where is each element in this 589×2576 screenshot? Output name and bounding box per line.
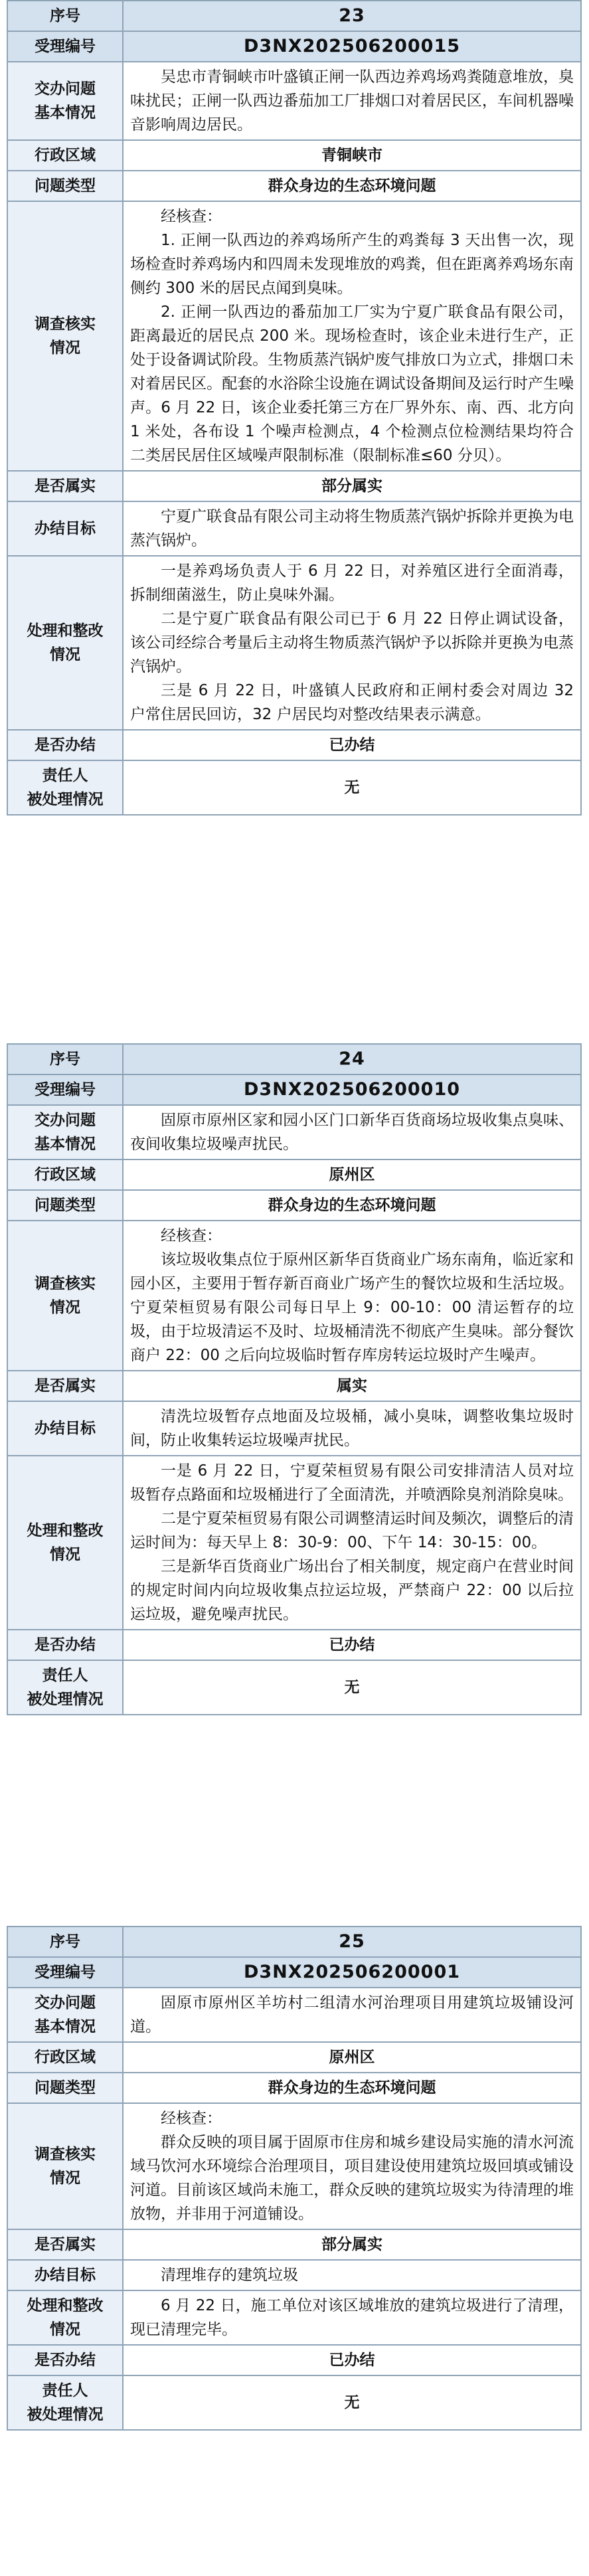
basic-label-line: 交办问题 — [35, 80, 96, 98]
goal-row — [7, 2260, 581, 2290]
paragraph: 2. 正闸一队西边的番茄加工厂实为宁夏广联食品有限公司，距离最近的居民点 200 米。现场检查时，该企业未进行生产，正处于设备调试阶段。生物质蒸汽锅炉废气排放口为立式，排烟口未对着居民区。配套的水浴除尘设施在调试设备期间及运行时产生噪声。6 月 22 日，该企业委托第三方在厂界外东、南、西、北方向 1 米处，各布设 1 个噪声检测点，4 个检测点位检测结果均符合二类居民居住区域噪声限制标准（限制标准≤60 分贝）。 — [130, 303, 574, 464]
investigation-label-line: 情况 — [50, 339, 80, 357]
case-table — [7, 0, 582, 816]
handling-label-line: 情况 — [50, 646, 80, 663]
handling-label — [7, 556, 123, 730]
handling-row — [7, 2290, 581, 2345]
closed-row — [7, 2345, 581, 2375]
paragraph: 固原市原州区家和园小区门口新华百货商场垃圾收集点臭味、夜间收集垃圾噪声扰民。 — [130, 1112, 574, 1153]
investigation-label — [7, 1221, 123, 1371]
seq-row — [7, 1927, 581, 1957]
case-goal — [123, 1401, 581, 1456]
case-seq: 24 — [123, 1044, 581, 1074]
case-investigation — [123, 2103, 581, 2229]
investigation-label-line: 调查核实 — [35, 1275, 96, 1292]
basic-label-line: 基本情况 — [35, 2018, 96, 2035]
seq-label: 序号 — [7, 1, 123, 31]
basic-label — [7, 62, 123, 140]
investigation-label-line: 调查核实 — [35, 315, 96, 333]
seq-label: 序号 — [7, 1927, 123, 1957]
basic-label — [7, 1105, 123, 1159]
accept-no-label: 受理编号 — [7, 31, 123, 62]
accountability-label — [7, 760, 123, 815]
case-table — [7, 1926, 582, 2431]
basic-label-line: 基本情况 — [35, 104, 96, 122]
basic-label-line: 交办问题 — [35, 1112, 96, 1129]
type-label: 问题类型 — [7, 2073, 123, 2103]
region-label: 行政区域 — [7, 1159, 123, 1190]
accountability-row — [7, 1660, 581, 1715]
case-region: 原州区 — [123, 2042, 581, 2073]
case-accept-no: D3NX202506200010 — [123, 1074, 581, 1105]
goal-label: 办结目标 — [7, 1401, 123, 1456]
case-handling — [123, 2290, 581, 2345]
basic-row — [7, 1105, 581, 1159]
case-verified: 部分属实 — [123, 471, 581, 501]
handling-label — [7, 2290, 123, 2345]
verified-label: 是否属实 — [7, 1371, 123, 1401]
investigation-row — [7, 2103, 581, 2229]
investigation-label-line: 情况 — [50, 1299, 80, 1316]
region-row — [7, 140, 581, 171]
case-investigation — [123, 201, 581, 471]
handling-label-line: 处理和整改 — [27, 2297, 104, 2314]
paragraph: 1. 正闸一队西边的养鸡场所产生的鸡粪每 3 天出售一次，现场检查时养鸡场内和四周未发现堆放的鸡粪，但在距离养鸡场东南侧约 300 米的居民点闻到臭味。 — [130, 232, 574, 297]
case-basic — [123, 1105, 581, 1159]
goal-row — [7, 501, 581, 556]
paragraph: 经核查： — [161, 1227, 222, 1245]
region-label: 行政区域 — [7, 140, 123, 171]
paragraph: 清洗垃圾暂存点地面及垃圾桶，减小臭味，调整收集垃圾时间，防止收集转运垃圾噪声扰民。 — [130, 1408, 574, 1449]
investigation-row — [7, 201, 581, 471]
case-goal — [123, 501, 581, 556]
paragraph: 清理堆存的建筑垃圾 — [161, 2267, 298, 2284]
handling-label — [7, 1456, 123, 1630]
goal-row — [7, 1401, 581, 1456]
case-closed: 已办结 — [123, 730, 581, 760]
paragraph: 吴忠市青铜峡市叶盛镇正闸一队西边养鸡场鸡粪随意堆放，臭味扰民；正闸一队西边番茄加工厂排烟口对着居民区，车间机器噪音影响周边居民。 — [130, 68, 574, 133]
verified-row — [7, 1371, 581, 1401]
investigation-label — [7, 2103, 123, 2229]
accountability-label-line: 责任人 — [42, 767, 88, 784]
accept-no-row — [7, 31, 581, 62]
type-row — [7, 1190, 581, 1221]
case-table — [7, 1043, 582, 1715]
paragraph: 固原市原州区羊坊村二组清水河治理项目用建筑垃圾铺设河道。 — [130, 1994, 574, 2035]
closed-row — [7, 730, 581, 760]
accept-no-row — [7, 1957, 581, 1988]
type-label: 问题类型 — [7, 1190, 123, 1221]
region-row — [7, 1159, 581, 1190]
seq-row — [7, 1, 581, 31]
investigation-row — [7, 1221, 581, 1371]
paragraph: 经核查： — [161, 208, 222, 225]
case-verified: 部分属实 — [123, 2229, 581, 2260]
basic-label-line: 交办问题 — [35, 1994, 96, 2012]
verified-label: 是否属实 — [7, 2229, 123, 2260]
paragraph: 三是 6 月 22 日，叶盛镇人民政府和正闸村委会对周边 32 户常住居民回访，32 户居民均对整改结果表示满意。 — [130, 682, 574, 723]
basic-label-line: 基本情况 — [35, 1136, 96, 1153]
paragraph: 宁夏广联食品有限公司主动将生物质蒸汽锅炉拆除并更换为电蒸汽锅炉。 — [130, 508, 574, 549]
handling-row — [7, 1456, 581, 1630]
paragraph: 三是新华百货商业广场出台了相关制度，规定商户在营业时间的规定时间内向垃圾收集点拉运垃圾，严禁商户 22：00 以后拉运垃圾，避免噪声扰民。 — [130, 1558, 574, 1623]
closed-label: 是否办结 — [7, 2345, 123, 2375]
case-region: 青铜峡市 — [123, 140, 581, 171]
case-seq: 23 — [123, 1, 581, 31]
case-accountability: 无 — [123, 1660, 581, 1715]
case-type: 群众身边的生态环境问题 — [123, 1190, 581, 1221]
accountability-label-line: 被处理情况 — [27, 1691, 104, 1708]
type-label: 问题类型 — [7, 171, 123, 201]
case-region: 原州区 — [123, 1159, 581, 1190]
region-label: 行政区域 — [7, 2042, 123, 2073]
paragraph: 经核查： — [161, 2110, 222, 2127]
verified-label: 是否属实 — [7, 471, 123, 501]
case-closed: 已办结 — [123, 2345, 581, 2375]
accountability-label-line: 被处理情况 — [27, 2406, 104, 2423]
case-accept-no: D3NX202506200015 — [123, 31, 581, 62]
case-seq: 25 — [123, 1927, 581, 1957]
verified-row — [7, 471, 581, 501]
closed-label: 是否办结 — [7, 1630, 123, 1660]
closed-row — [7, 1630, 581, 1660]
paragraph: 二是宁夏荣桓贸易有限公司调整清运时间及频次，调整后的清运时间为：每天早上 8：30-9：00、下午 14：30-15：00。 — [130, 1510, 574, 1551]
case-handling — [123, 556, 581, 730]
goal-label: 办结目标 — [7, 2260, 123, 2290]
verified-row — [7, 2229, 581, 2260]
case-closed: 已办结 — [123, 1630, 581, 1660]
paragraph: 6 月 22 日，施工单位对该区域堆放的建筑垃圾进行了清理，现已清理完毕。 — [130, 2297, 574, 2338]
closed-label: 是否办结 — [7, 730, 123, 760]
investigation-label — [7, 201, 123, 471]
basic-row — [7, 62, 581, 140]
case-accountability: 无 — [123, 2375, 581, 2430]
handling-label-line: 处理和整改 — [27, 1522, 104, 1539]
goal-label: 办结目标 — [7, 501, 123, 556]
case-accountability: 无 — [123, 760, 581, 815]
case-type: 群众身边的生态环境问题 — [123, 171, 581, 201]
accountability-label-line: 责任人 — [42, 2382, 88, 2399]
basic-label — [7, 1988, 123, 2042]
accountability-label-line: 责任人 — [42, 1667, 88, 1684]
accountability-row — [7, 760, 581, 815]
case-goal — [123, 2260, 581, 2290]
case-accept-no: D3NX202506200001 — [123, 1957, 581, 1988]
handling-label-line: 情况 — [50, 2321, 80, 2338]
paragraph: 二是宁夏广联食品有限公司已于 6 月 22 日停止调试设备，该公司经综合考量后主动将生物质蒸汽锅炉予以拆除并更换为电蒸汽锅炉。 — [130, 610, 574, 675]
paragraph: 一是 6 月 22 日，宁夏荣桓贸易有限公司安排清洁人员对垃圾暂存点路面和垃圾桶进行了全面清洗，并喷洒除臭剂消除臭味。 — [130, 1462, 574, 1503]
type-row — [7, 171, 581, 201]
accountability-label — [7, 2375, 123, 2430]
seq-label: 序号 — [7, 1044, 123, 1074]
paragraph: 一是养鸡场负责人于 6 月 22 日，对养殖区进行全面消毒，拆制细菌滋生，防止臭味外漏。 — [130, 562, 574, 604]
basic-row — [7, 1988, 581, 2042]
investigation-label-line: 情况 — [50, 2170, 80, 2187]
accountability-row — [7, 2375, 581, 2430]
accept-no-row — [7, 1074, 581, 1105]
paragraph: 群众反映的项目属于固原市住房和城乡建设局实施的清水河流域马饮河水环境综合治理项目，项目建设使用建筑垃圾回填或铺设河道。目前该区域尚未施工，群众反映的建筑垃圾实为待清理的堆放物，并非用于河道铺设。 — [130, 2134, 574, 2223]
handling-row — [7, 556, 581, 730]
investigation-label-line: 调查核实 — [35, 2146, 96, 2163]
seq-row — [7, 1044, 581, 1074]
accept-no-label: 受理编号 — [7, 1074, 123, 1105]
region-row — [7, 2042, 581, 2073]
accept-no-label: 受理编号 — [7, 1957, 123, 1988]
case-handling — [123, 1456, 581, 1630]
case-basic — [123, 62, 581, 140]
case-type: 群众身边的生态环境问题 — [123, 2073, 581, 2103]
case-basic — [123, 1988, 581, 2042]
accountability-label-line: 被处理情况 — [27, 791, 104, 808]
handling-label-line: 情况 — [50, 1546, 80, 1563]
handling-label-line: 处理和整改 — [27, 622, 104, 640]
accountability-label — [7, 1660, 123, 1715]
case-investigation — [123, 1221, 581, 1371]
case-verified: 属实 — [123, 1371, 581, 1401]
type-row — [7, 2073, 581, 2103]
paragraph: 该垃圾收集点位于原州区新华百货商业广场东南角，临近家和园小区，主要用于暂存新百商业广场产生的餐饮垃圾和生活垃圾。宁夏荣桓贸易有限公司每日早上 9：00-10：00 清运暂存的垃圾，由于垃圾清运不及时、垃圾桶清洗不彻底产生臭味。部分餐饮商户 22：00 之后向垃圾临时暂存库房转运垃圾时产生噪声。 — [130, 1251, 574, 1364]
